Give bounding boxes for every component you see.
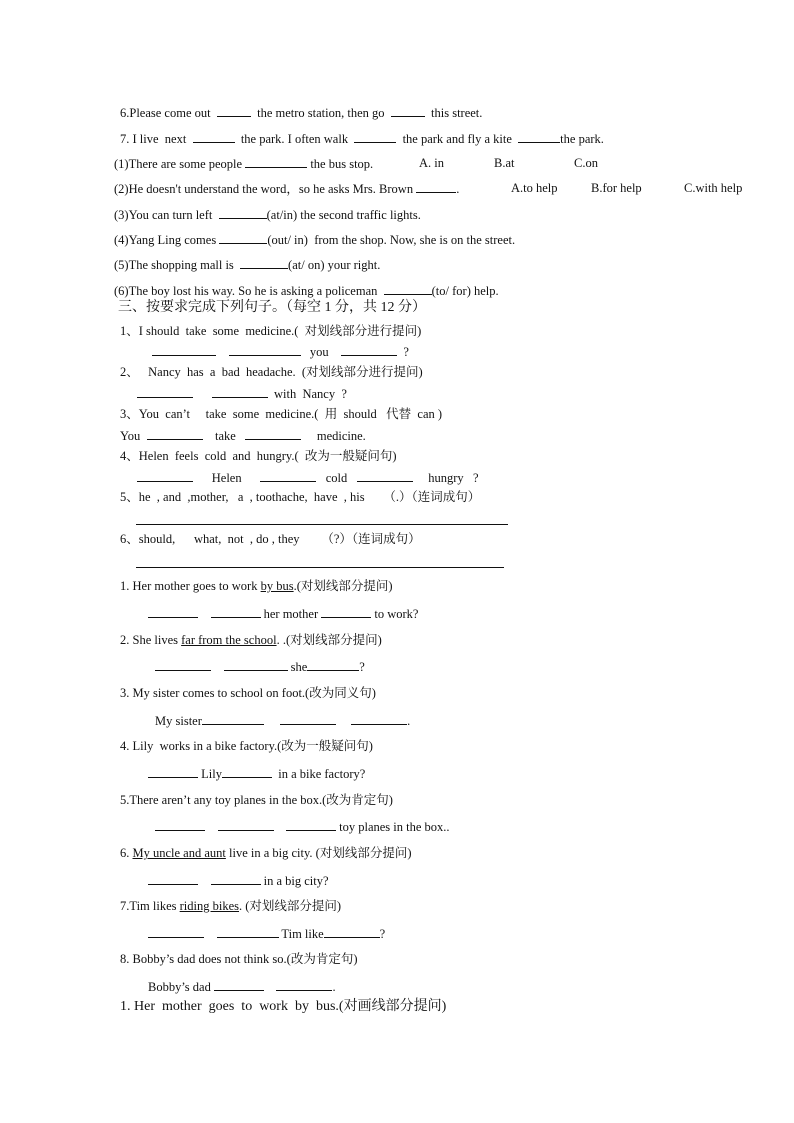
rewrite-question-2: 2. She lives far from the school. .(对划线部分提问) (120, 633, 382, 647)
exercise-line-7: 7. I live next the park. I often walk the park and fly a kite the park. (120, 132, 604, 146)
rewrite-question-1: 1. Her mother goes to work by bus.(对划线部分提问) (120, 579, 393, 593)
fill-question-3: (3)You can turn left (at/in) the second traffic lights. (114, 208, 421, 222)
rewrite-question-4: 4. Lily works in a bike factory.(改为一般疑问句) (120, 739, 373, 753)
rewrite-answer-5: toy planes in the box.. (155, 818, 450, 835)
choice-question-1: (1)There are some people the bus stop. A. in B.at C.on (114, 156, 598, 171)
answer-line-3: You take medicine. (120, 429, 366, 443)
rewrite-answer-8: Bobby’s dad . (148, 980, 336, 994)
fill-question-5: (5)The shopping mall is (at/ on) your right. (114, 258, 381, 272)
answer-line-4: Helen cold hungry ? (137, 469, 479, 486)
rewrite-answer-1: her mother to work? (148, 605, 418, 622)
section-3-question-1: 1、I should take some medicine.( 对划线部分进行提问) (120, 324, 422, 338)
rewrite-question-6: 6. My uncle and aunt live in a big city. (对划线部分提问) (120, 846, 412, 860)
answer-rule-6 (136, 567, 504, 568)
rewrite-answer-2: she ? (155, 658, 365, 675)
section-3-question-5: 5、he , and ,mother, a , toothache, have , his （.）（连词成句） (120, 490, 481, 504)
choice-question-2: (2)He doesn't understand the word，so he asks Mrs. Brown . A.to help B.for help C.with help (114, 181, 743, 196)
section-3-title: 三、按要求完成下列句子。（每空 1 分，共 12 分） (118, 300, 426, 315)
rewrite-answer-3: My sister . (155, 714, 411, 728)
section-3-question-4: 4、Helen feels cold and hungry.( 改为一般疑问句) (120, 449, 397, 463)
section-3-question-3: 3、You can’t take some medicine.( 用 should 代替 can ) (120, 407, 443, 421)
section-3-question-2: 2、 Nancy has a bad headache. (对划线部分进行提问) (120, 365, 423, 379)
fill-question-6: (6)The boy lost his way. So he is asking a policeman (to/ for) help. (114, 284, 499, 298)
rewrite-question-7: 7.Tim likes riding bikes. (对划线部分提问) (120, 899, 342, 913)
answer-line-1: you ? (152, 343, 409, 360)
rewrite-answer-7: Tim like ? (148, 925, 385, 942)
rewrite-question-5: 5.There aren’t any toy planes in the box.(改为肯定句) (120, 793, 393, 807)
section-3-question-6: 6、should, what, not , do , they （?）（连词成句） (120, 532, 421, 546)
exercise-line-6: 6.Please come out the metro station, then go this street. (120, 106, 483, 120)
rewrite-question-3: 3. My sister comes to school on foot.(改为同义句) (120, 686, 376, 700)
answer-line-2: with Nancy ? (137, 385, 347, 402)
answer-rule-5 (136, 524, 508, 525)
fill-question-4: (4)Yang Ling comes (out/ in) from the shop. Now, she is on the street. (114, 233, 516, 247)
rewrite-answer-4: Lily in a bike factory? (148, 765, 365, 782)
rewrite-question-8: 8. Bobby’s dad does not think so.(改为肯定句) (120, 952, 358, 966)
final-question: 1. Her mother goes to work by bus.(对画线部分提问) (120, 999, 447, 1014)
rewrite-answer-6: in a big city? (148, 872, 329, 889)
